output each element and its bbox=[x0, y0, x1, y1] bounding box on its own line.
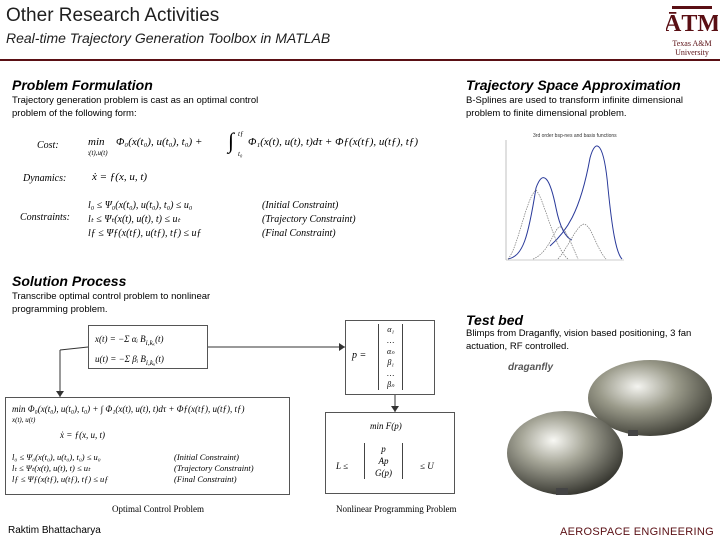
svg-text:min: min bbox=[88, 136, 105, 148]
basis-curve-1 bbox=[533, 227, 578, 259]
svg-text:tƒ: tƒ bbox=[238, 130, 244, 138]
nlp-caption: Nonlinear Programming Problem bbox=[336, 504, 457, 514]
constraint-equations: l₀ ≤ Ψ₀(x(t₀), u(t₀), t₀) ≤ u₀ lₜ ≤ Ψₜ(x(t), u(t), t) ≤ uₜ lƒ ≤ Ψƒ(x(tƒ), u(tƒ), tƒ) ≤ uƒ bbox=[88, 200, 202, 239]
svg-text:Φ₀(x(t₀), u(t₀), t₀) +: Φ₀(x(t₀), u(t₀), t₀) + bbox=[116, 136, 203, 148]
constraint-name-trajectory: (Trajectory Constraint) bbox=[262, 214, 356, 225]
bspline-curve-2 bbox=[550, 146, 622, 259]
solution-heading: Solution Process bbox=[12, 273, 127, 289]
blimp-photo bbox=[500, 358, 720, 508]
testbed-text: Blimps from Draganfly, vision based positioning, 3 fan actuation, RF controlled. bbox=[466, 328, 692, 352]
dynamics-label: Dynamics: bbox=[23, 173, 67, 184]
svg-text:t₀: t₀ bbox=[238, 150, 243, 158]
svg-text:x(t),u(t): x(t),u(t) bbox=[88, 149, 108, 157]
page-subtitle: Real-time Trajectory Generation Toolbox in MATLAB bbox=[6, 30, 331, 46]
svg-text:∫: ∫ bbox=[228, 128, 235, 153]
bspline-plot bbox=[488, 128, 628, 273]
bspline-plot-title: 3rd order bsp-nes and basis functions bbox=[533, 133, 617, 139]
testbed-heading: Test bed bbox=[466, 312, 524, 328]
problem-text: Trajectory generation problem is cast as an optimal control problem of the following form: bbox=[12, 95, 259, 119]
bspline-curve-1 bbox=[508, 178, 572, 259]
solution-text: Transcribe optimal control problem to nonlinear programming problem. bbox=[12, 291, 211, 315]
constraint-names bbox=[262, 199, 356, 241]
atm-logo-icon bbox=[666, 4, 718, 34]
ocp-constraint-trajectory: (Trajectory Constraint) bbox=[174, 463, 254, 473]
svg-text:Φ₁(x(t), u(t), t)dτ + Φƒ(x(tƒ): Φ₁(x(t), u(t), t)dτ + Φƒ(x(tƒ), u(tƒ), tƒ) bbox=[248, 136, 418, 148]
trajectory-text: B-Splines are used to transform infinite dimensional problem to finite dimensional problem. bbox=[466, 95, 684, 119]
ocp-constraint-final: (Final Constraint) bbox=[174, 474, 237, 484]
problem-heading: Problem Formulation bbox=[12, 77, 153, 93]
optimal-control-box: min Φ₀(x(t₀), u(t₀), t₀) + ∫ Φ₁(x(t), u(t), t)dτ + Φƒ(x(tƒ), u(tƒ), tƒ) x(t), u(t) ẋ = ƒ(x, u, t) l₀ ≤ Ψ₀(x(t₀), u(t₀), t₀) ≤ u₀ lₜ ≤ Ψₜ(x(t), u(t), t) ≤ uₜ lƒ ≤ Ψƒ(x(tƒ), u(tƒ), tƒ) ≤ uƒ (Initial Constraint) (Trajectory Constraint) (Final Constraint) bbox=[5, 397, 290, 495]
logo-line-1: Texas A&M bbox=[672, 39, 712, 48]
constraint-name-initial: (Initial Constraint) bbox=[262, 200, 339, 211]
state-expansion-box: x(t) = −Σ αᵢ $B_{i,k_x}(t)$ u(t) = −Σ βᵢ $B_{i,kᵤ}(t)$ bbox=[88, 325, 208, 369]
constraints-label: Constraints: bbox=[20, 212, 71, 223]
ocp-constraint-initial: (Initial Constraint) bbox=[174, 452, 239, 462]
dynamics-equation: ẋ = ƒ(x, u, t) bbox=[92, 171, 148, 183]
header-divider bbox=[0, 59, 720, 61]
blimp-front bbox=[507, 411, 623, 495]
arrow-down-icon bbox=[56, 391, 64, 397]
nlp-box: min F(p) L ≤ p Ap G(p) ≤ U bbox=[325, 412, 455, 494]
ocp-caption: Optimal Control Problem bbox=[112, 504, 204, 514]
arrow-down-icon bbox=[391, 406, 399, 412]
cost-equation bbox=[88, 128, 448, 158]
diagram-connectors bbox=[0, 300, 460, 515]
trajectory-heading: Trajectory Space Approximation bbox=[466, 77, 681, 93]
parameter-vector-box: p = α₁ … αₙ β₁ … βₙ bbox=[345, 320, 435, 395]
svg-text:ĀTM: ĀTM bbox=[666, 11, 718, 34]
author-name: Raktim Bhattacharya bbox=[8, 525, 101, 536]
arrow-right-icon bbox=[339, 343, 345, 351]
cost-label: Cost: bbox=[37, 140, 59, 151]
constraint-name-final: (Final Constraint) bbox=[262, 228, 336, 239]
page-title: Other Research Activities bbox=[6, 5, 220, 26]
logo-line-2: University bbox=[675, 48, 709, 57]
tamu-logo bbox=[666, 4, 718, 58]
department-name: AEROSPACE ENGINEERING bbox=[559, 526, 714, 538]
draganfly-brand: draganfly bbox=[508, 362, 554, 373]
basis-curve-3 bbox=[508, 190, 568, 259]
